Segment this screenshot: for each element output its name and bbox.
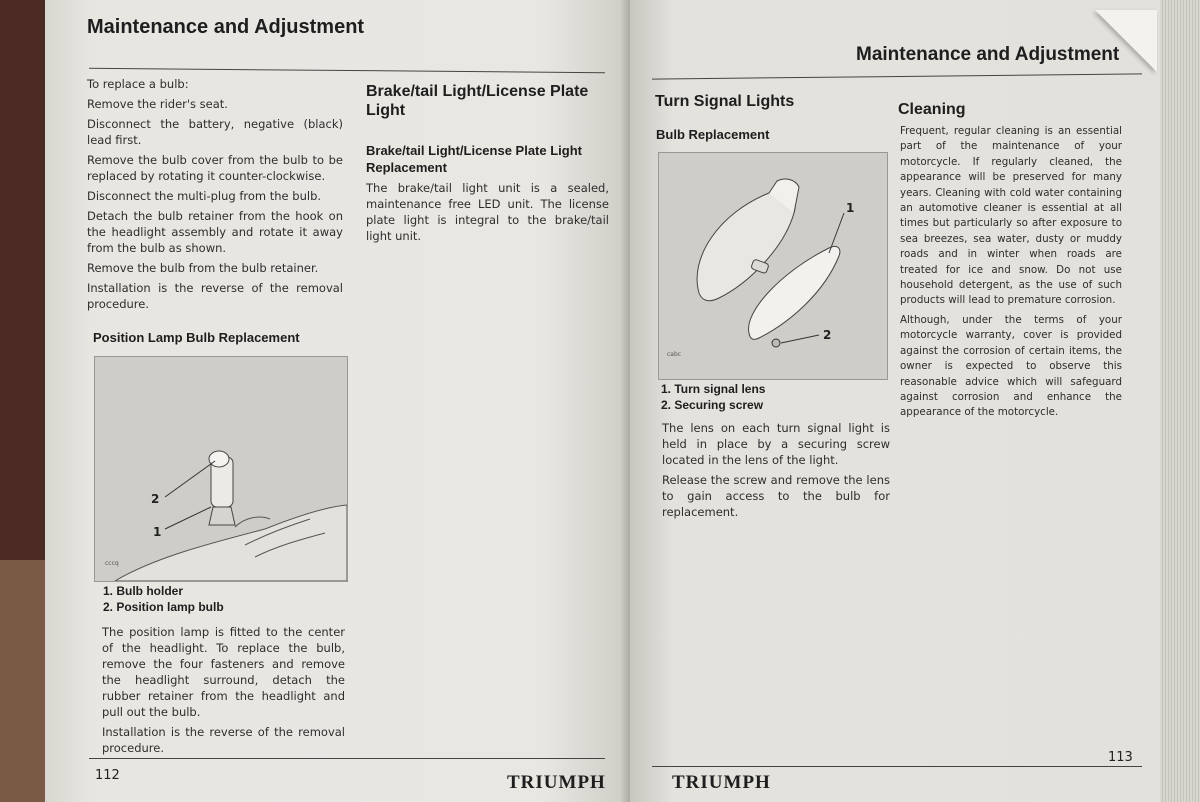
paragraph: Installation is the reverse of the removal procedure. [87,281,343,311]
turn-signal-text [662,420,890,524]
folded-page-corner [1095,10,1157,72]
left-col1-steps [87,76,343,316]
figure-callout-1: 1 [153,525,162,539]
figure-caption-2: 2. Securing screw [661,398,764,412]
triumph-logo-right: TRIUMPH [672,772,771,793]
bulb-replacement-subheading: Bulb Replacement [656,127,770,142]
paragraph: The brake/tail light unit is a sealed, maintenance free LED unit. The license plate light is integral to the brake/tail light unit. [366,181,609,243]
paragraph: Disconnect the multi-plug from the bulb. [87,189,322,203]
left-page-header: Maintenance and Adjustment [87,16,365,38]
page-number-left: 112 [95,768,120,783]
left-header-rule [89,68,605,74]
paragraph: Installation is the reverse of the removal procedure. [102,725,345,755]
paragraph: Disconnect the battery, negative (black) lead first. [87,117,343,147]
bulb-hand-illustration [95,357,347,581]
paragraph: The position lamp is fitted to the center of the headlight. To replace the bulb, remove the four fasteners and remove the headlight surround, detach the rubber retainer from the headlight and pull out the bulb. [102,625,345,719]
position-lamp-text [102,624,345,760]
cleaning-text [900,124,1122,425]
figure-code: cccq [105,560,119,567]
right-header-rule [652,73,1142,79]
figure-caption-2: 2. Position lamp bulb [103,600,224,614]
position-lamp-figure [94,356,348,582]
paragraph: The lens on each turn signal light is held in place by a securing screw located in the lens of the light. [662,421,890,467]
paragraph: Release the screw and remove the lens to gain access to the bulb for replacement. [662,473,890,519]
figure-code: cabc [667,351,682,358]
figure-callout-2: 2 [151,492,160,506]
paragraph: Detach the bulb retainer from the hook on the headlight assembly and rotate it away from the bulb as shown. [87,209,343,255]
triumph-logo-left: TRIUMPH [507,772,606,793]
brake-tail-heading: Brake/tail Light/License Plate Light [366,83,589,119]
turn-signal-figure [658,152,888,380]
brake-tail-subheading: Brake/tail Light/License Plate Light Replacement [366,143,582,175]
cleaning-heading: Cleaning [898,101,966,118]
figure-callout-2: 2 [823,328,832,342]
paragraph: Remove the bulb from the bulb retainer. [87,261,319,275]
paragraph: Remove the bulb cover from the bulb to be replaced by rotating it counter-clockwise. [87,153,343,183]
paragraph: Although, under the terms of your motorcycle warranty, cover is provided against the corrosion of certain items, the owner is expected to observe this reasonable advice which will safeguard against corrosion and enhance the appearance of the motorcycle. [900,313,1122,419]
paragraph: To replace a bulb: [87,77,189,91]
figure-callout-1: 1 [846,201,855,215]
page-number-right: 113 [1108,750,1133,765]
right-page [630,0,1170,802]
figure-caption-1: 1. Bulb holder [103,584,184,598]
paragraph: Remove the rider's seat. [87,97,228,111]
turn-signal-heading: Turn Signal Lights [655,93,795,110]
book-page-edges [1160,0,1200,802]
figure-caption-1: 1. Turn signal lens [661,382,766,396]
left-footer-rule [89,758,605,759]
paragraph: Frequent, regular cleaning is an essential part of the maintenance of your motorcycle. If regularly cleaned, the appearance will be preserved for many years. Cleaning with cold water containing an automotive cleaner is essential at all times but particularly so after exposure to sea breezes, sea water, dusty or muddy roads and in winter when roads are treated for ice and snow. Do not use household detergent, as the use of such products will lead to premature corrosion. [900,125,1122,307]
brake-tail-text [366,180,609,248]
position-lamp-subheading: Position Lamp Bulb Replacement [93,330,300,345]
left-page [45,0,630,802]
right-footer-rule [652,766,1142,767]
turn-signal-illustration [659,153,887,379]
right-page-header: Maintenance and Adjustment [856,44,1120,65]
